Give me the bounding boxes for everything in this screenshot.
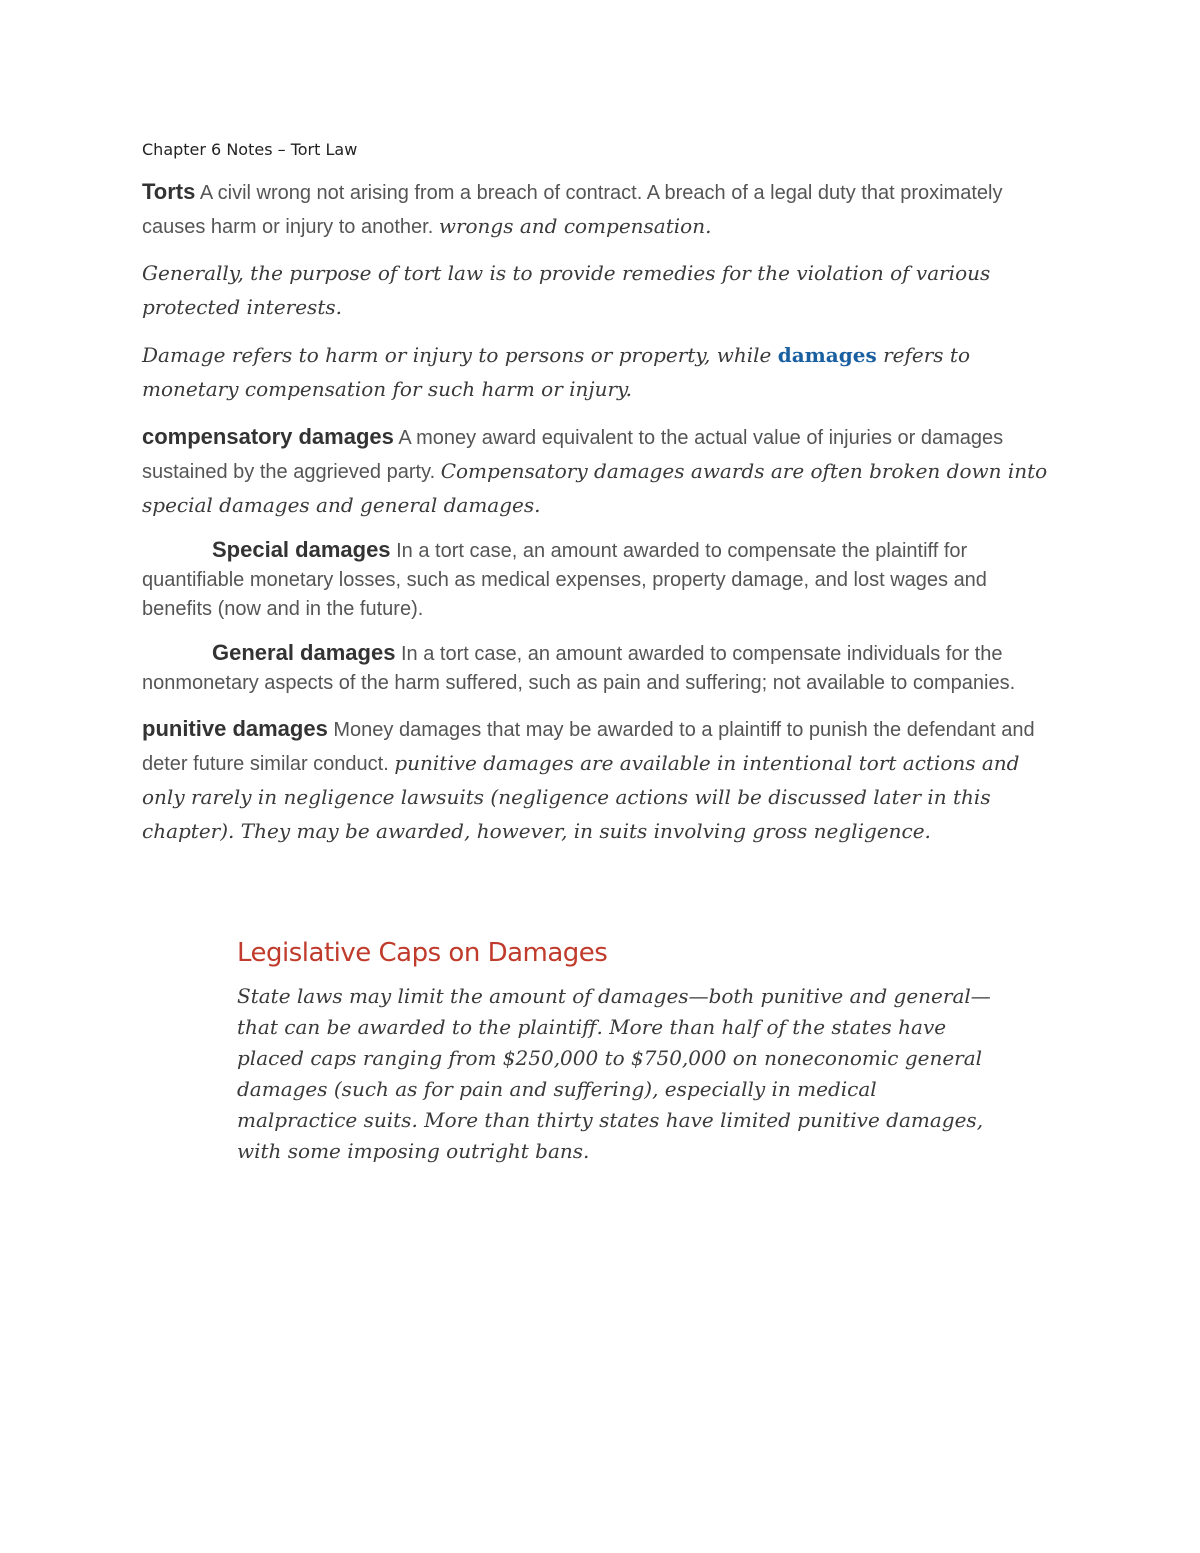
special-definition: In a tort case, an amount awarded to compensate the plaintiff for quantifiable monetary losses, such as medical expenses, property damage, and lost wages and benefits (now and in the future). bbox=[142, 540, 987, 620]
purpose-paragraph: Generally, the purpose of tort law is to provide remedies for the violation of various protected interests. bbox=[142, 261, 991, 319]
compensatory-definition: A money award equivalent to the actual value of injuries or damages sustained by the aggrieved party. bbox=[142, 427, 1004, 483]
compensatory-emphasis: Compensatory damages awards are often broken down into special damages and general damages. bbox=[142, 459, 1048, 517]
damage-note-paragraph bbox=[142, 338, 1057, 406]
damages-link[interactable]: damages bbox=[777, 343, 877, 367]
torts-definition: A civil wrong not arising from a breach of contract. A breach of a legal duty that proximately causes harm or injury to another. bbox=[142, 182, 1003, 238]
compensatory-paragraph bbox=[142, 420, 1057, 523]
page-title: Chapter 6 Notes – Tort Law bbox=[142, 140, 358, 159]
general-term: General damages bbox=[212, 640, 396, 665]
torts-term: Torts bbox=[142, 179, 196, 204]
special-term: Special damages bbox=[212, 537, 391, 562]
caps-heading: Legislative Caps on Damages bbox=[237, 938, 608, 968]
punitive-definition: Money damages that may be awarded to a plaintiff to punish the defendant and deter future similar conduct. bbox=[142, 719, 1035, 775]
document-body bbox=[142, 140, 1057, 861]
compensatory-term: compensatory damages bbox=[142, 424, 394, 449]
caps-body: State laws may limit the amount of damages—both punitive and general—that can be awarded to the plaintiff. More than half of the states have placed caps ranging from $250,000 to $750,000 on noneconomic general damages (such as for pain and suffering), especially in medical malpractice suits. More than thirty states have limited punitive damages, with some imposing outright bans. bbox=[237, 984, 991, 1163]
punitive-paragraph bbox=[142, 712, 1057, 849]
torts-emphasis: wrongs and compensation. bbox=[438, 214, 712, 238]
general-paragraph bbox=[142, 638, 1057, 698]
torts-paragraph bbox=[142, 175, 1057, 244]
special-paragraph bbox=[142, 535, 1057, 624]
punitive-emphasis: punitive damages are available in intentional tort actions and only rarely in negligence lawsuits (negligence actions will be discussed later in this chapter). They may be awarded, however, in suits involving gross negligence. bbox=[142, 751, 1020, 843]
damage-note-after: refers to monetary compensation for such harm or injury. bbox=[142, 343, 971, 401]
general-definition: In a tort case, an amount awarded to compensate individuals for the nonmonetary aspects of the harm suffered, such as pain and suffering; not available to companies. bbox=[142, 643, 1016, 694]
legislative-caps-section bbox=[237, 935, 997, 1167]
damage-note-before: Damage refers to harm or injury to persons or property, while bbox=[142, 343, 778, 367]
punitive-term: punitive damages bbox=[142, 716, 328, 741]
